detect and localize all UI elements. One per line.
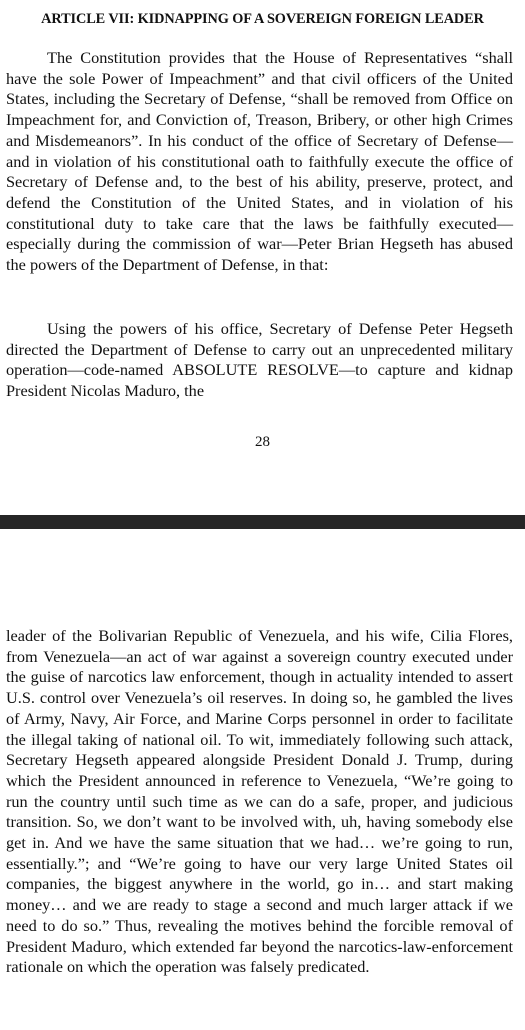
paragraph-constitution: The Constitution provides that the House of Representatives “shall have the sole Power of Impeachment” and that civil officers of the United States, including the Secretary of Defense, “shall be removed from Office on Impeachment for, and Conviction of, Treason, Bribery, or other high Crimes and Misdemeanors”. In his conduct of the office of Secretary of Defense—and in violation of his constitutional oath to faithfully execute the office of Secretary of Defense and, to the best of his ability, preserve, protect, and defend the Constitution of the United States, and in violation of his constitutional duty to take care that the laws be faithfully executed—especially during the commission of war—Peter Brian Hegseth has abused the powers of the Department of Defense, in that: xyxy=(6,48,513,275)
paragraph-continuation: leader of the Bolivarian Republic of Venezuela, and his wife, Cilia Flores, from Venezuela—an act of war against a sovereign country executed under the guise of narcotics law enforcement, though in actuality intended to assert U.S. control over Venezuela’s oil reserves. In doing so, he gambled the lives of Army, Navy, Air Force, and Marine Corps personnel in order to facilitate the illegal taking of national oil. To wit, immediately following such attack, Secretary Hegseth appeared alongside President Donald J. Trump, during which the President announced in reference to Venezuela, “We’re going to run the country until such time as we can do a safe, proper, and judicious transition. So, we don’t want to be involved with, uh, having somebody else get in. And we have the same situation that we had… we’re going to run, essentially.”; and “We’re going to have our very large United States oil companies, the biggest anywhere in the world, go in… and start making money… and we are ready to stage a second and much larger attack if we need to do so.” Thus, revealing the motives behind the forcible removal of President Maduro, which extended far beyond the narcotics-law-enforcement rationale on which the operation was falsely predicated. xyxy=(6,626,513,977)
article-heading: ARTICLE VII: KIDNAPPING OF A SOVEREIGN FOREIGN LEADER xyxy=(41,11,484,27)
page-number: 28 xyxy=(255,434,270,450)
paragraph-operation: Using the powers of his office, Secretary of Defense Peter Hegseth directed the Department of Defense to carry out an unprecedented military operation—code-named ABSOLUTE RESOLVE—to capture and kidnap President Nicolas Maduro, the xyxy=(6,319,513,401)
page-separator xyxy=(0,515,525,529)
